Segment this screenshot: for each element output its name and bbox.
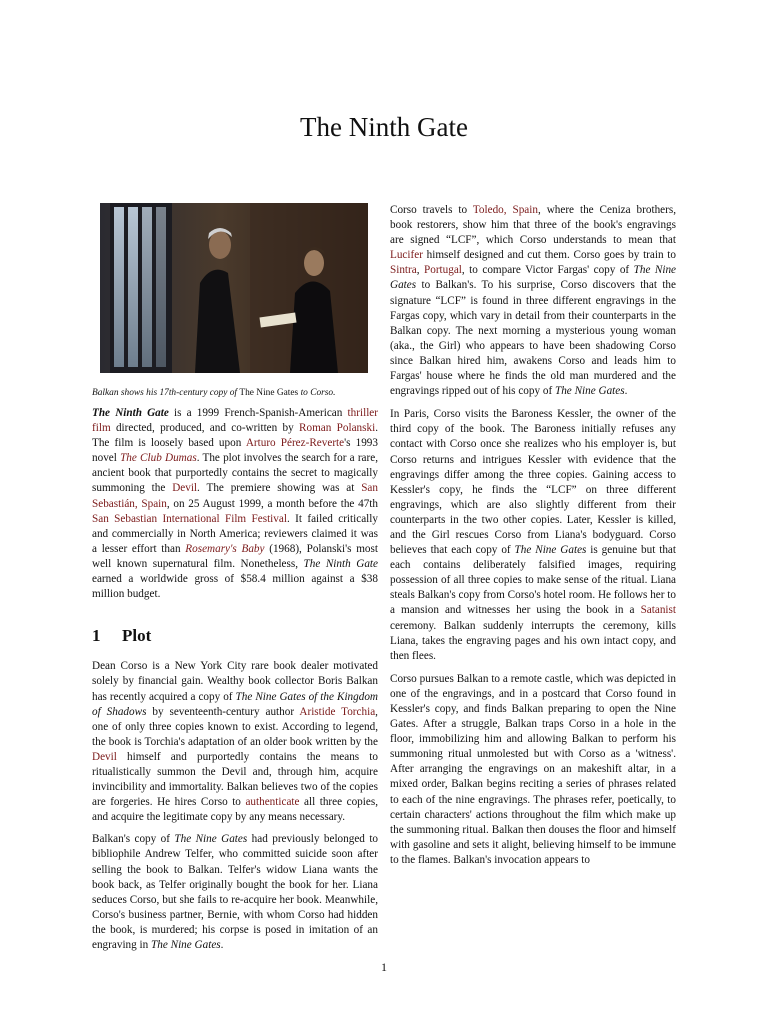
link-san-sebastian-spain[interactable]: San Sebastián, Spain <box>92 482 378 510</box>
link-lucifer[interactable]: Lucifer <box>390 249 423 262</box>
link-the-club-dumas[interactable]: The Club Dumas <box>120 452 197 465</box>
link-arturo-perez-reverte[interactable]: Arturo Pérez-Reverte <box>245 437 345 450</box>
intro-paragraph: The Ninth Gate is a 1999 French-Spanish-American thriller film directed, produced, and co-written by Roman Polanski. The film is loosely based upon Arturo Pérez-Reverte's 1993 novel The Club Dumas. The plot involves the search for a rare, ancient book that purportedly contains the secret to magically summoning the Devil. The premiere showing was at San Sebastián, Spain, on 25 August 1999, a month before the 47th San Sebastian International Film Festival. It failed critically and commercially in North America; reviewers claimed it was a lesser effort than Rosemary's Baby (1968), Polanski's most well known supernatural film. Nonetheless, The Ninth Gate earned a worldwide gross of $58.4 million against a $38 million budget. <box>92 407 379 601</box>
link-authenticate[interactable]: authenticate <box>245 796 300 809</box>
plot-paragraph-4: In Paris, Corso visits the Baroness Kessler, the owner of the third copy of the book. The Baroness initially refuses any contact with Corso once she realizes who his employer is, but Corso returns and intrigues Kessler with evidence that the engravings differ among the three copies. Gaining access to Kessler's copy, he finds the “LCF” on three different engravings, which are also slightly different from their counterparts in the two other copies. Later, Kessler is killed, and the Girl rescues Corso from Liana's bodyguard. Corso believes that each copy of The Nine Gates is genuine but that each contains deliberately falsified images, requiring possession of all three copies to make sense of the ritual. Liana steals Balkan's copy from Corso's hotel room. He follows her to a mansion and witnesses her using the book in a Satanist ceremony. Balkan suddenly interrupts the ceremony, kills Liana, takes the engraving pages and his own intact copy, and then flees. <box>390 408 676 662</box>
link-devil[interactable]: Devil <box>172 482 198 495</box>
plot-paragraph-3: Corso travels to Toledo, Spain, where the Ceniza brothers, book restorers, show him that three of the book's engravings are signed “LCF”, which Corso understands to mean that Lucifer himself designed and cut them. Corso goes by train to Sintra, Portugal, to compare Victor Fargas' copy of The Nine Gates to Balkan's. To his surprise, Corso discovers that the signature “LCF” is found in three different engravings in the Fargas copy, which vary in detail from their counterparts in the Balkan copy. The next morning a mysterious young woman (aka., the Girl) who appears to have been shadowing Corso since Balkan hired him, awakens Corso and leads him to Fargas' house where he finds the old man murdered and the engravings ripped out of his copy of The Nine Gates. <box>390 204 677 398</box>
film-still-image <box>100 203 368 373</box>
link-aristide-torchia[interactable]: Aristide Torchia <box>299 705 376 718</box>
film-still-illustration <box>100 203 368 373</box>
link-toledo-spain[interactable]: Toledo, Spain <box>472 204 538 216</box>
figure-caption: Balkan shows his 17th-century copy of The Nine Gates to Corso. <box>92 388 336 398</box>
link-thriller-film[interactable]: thriller film <box>92 407 378 435</box>
link-satanist[interactable]: Satanist <box>640 604 676 617</box>
link-portugal[interactable]: Portugal <box>424 264 462 277</box>
page-number: 1 <box>381 960 387 974</box>
plot-paragraph-2: Balkan's copy of The Nine Gates had previously belonged to bibliophile Andrew Telfer, who committed suicide soon after selling the book to Balkan. Telfer's widow Liana wants the book back, as Telfer originally bought the book for her. Liana seduces Corso, but she fails to re-acquire her book. Meanwhile, Corso's business partner, Bernie, with whom Corso had hidden the book, is murdered; his corpse is posed in imitation of an engraving in The Nine Gates. <box>92 833 379 951</box>
page-title: The Ninth Gate <box>300 112 468 142</box>
link-san-sebastian-film-festival[interactable]: San Sebastian International Film Festival <box>92 512 287 525</box>
section-heading-plot: 1 Plot <box>92 626 152 646</box>
link-devil-2[interactable]: Devil <box>92 750 117 763</box>
film-title-bold: The Ninth Gate <box>92 407 169 419</box>
plot-paragraph-1: Dean Corso is a New York City rare book dealer motivated solely by financial gain. Wealthy book collector Boris Balkan has recently acquired a copy of The Nine Gates of the Kingdom of Shadows by seventeenth-century author Aristide Torchia, one of only three copies known to exist. According to legend, the book is Torchia's adaptation of an older book written by the Devil himself and purportedly contains the means to ritualistically summon the Devil and, through him, acquire invincibility and immortality. Balkan believes two of the copies are forgeries. He hires Corso to authenticate all three copies, and acquire the legitimate copy by any means necessary. <box>92 660 379 824</box>
left-column <box>92 203 378 960</box>
link-sintra[interactable]: Sintra <box>390 264 417 277</box>
right-column <box>390 203 676 876</box>
link-rosemarys-baby[interactable]: Rosemary's Baby <box>185 542 265 555</box>
plot-paragraph-5: Corso pursues Balkan to a remote castle, which was depicted in one of the engravings, and in a postcard that Corso found in Kessler's copy, and finds Balkan preparing to open the Nine Gates. After a struggle, Balkan traps Corso in a hole in the floor, immobilizing him and allowing Balkan to perform his summoning ritual unmolested but with Corso as a 'witness'. After arranging the engravings on an makeshift altar, in a mixed order, Balkan begins reciting a series of phrases related to each of the nine engravings. The phrases refer, poetically, to certain characters' actions throughout the film which make up the summoning ritual. Balkan then douses the floor and himself with gasoline and sets it alight, believing himself to be immune to the flames. Balkan's invocation appears to <box>390 672 676 866</box>
link-roman-polanski[interactable]: Roman Polanski <box>299 422 376 435</box>
